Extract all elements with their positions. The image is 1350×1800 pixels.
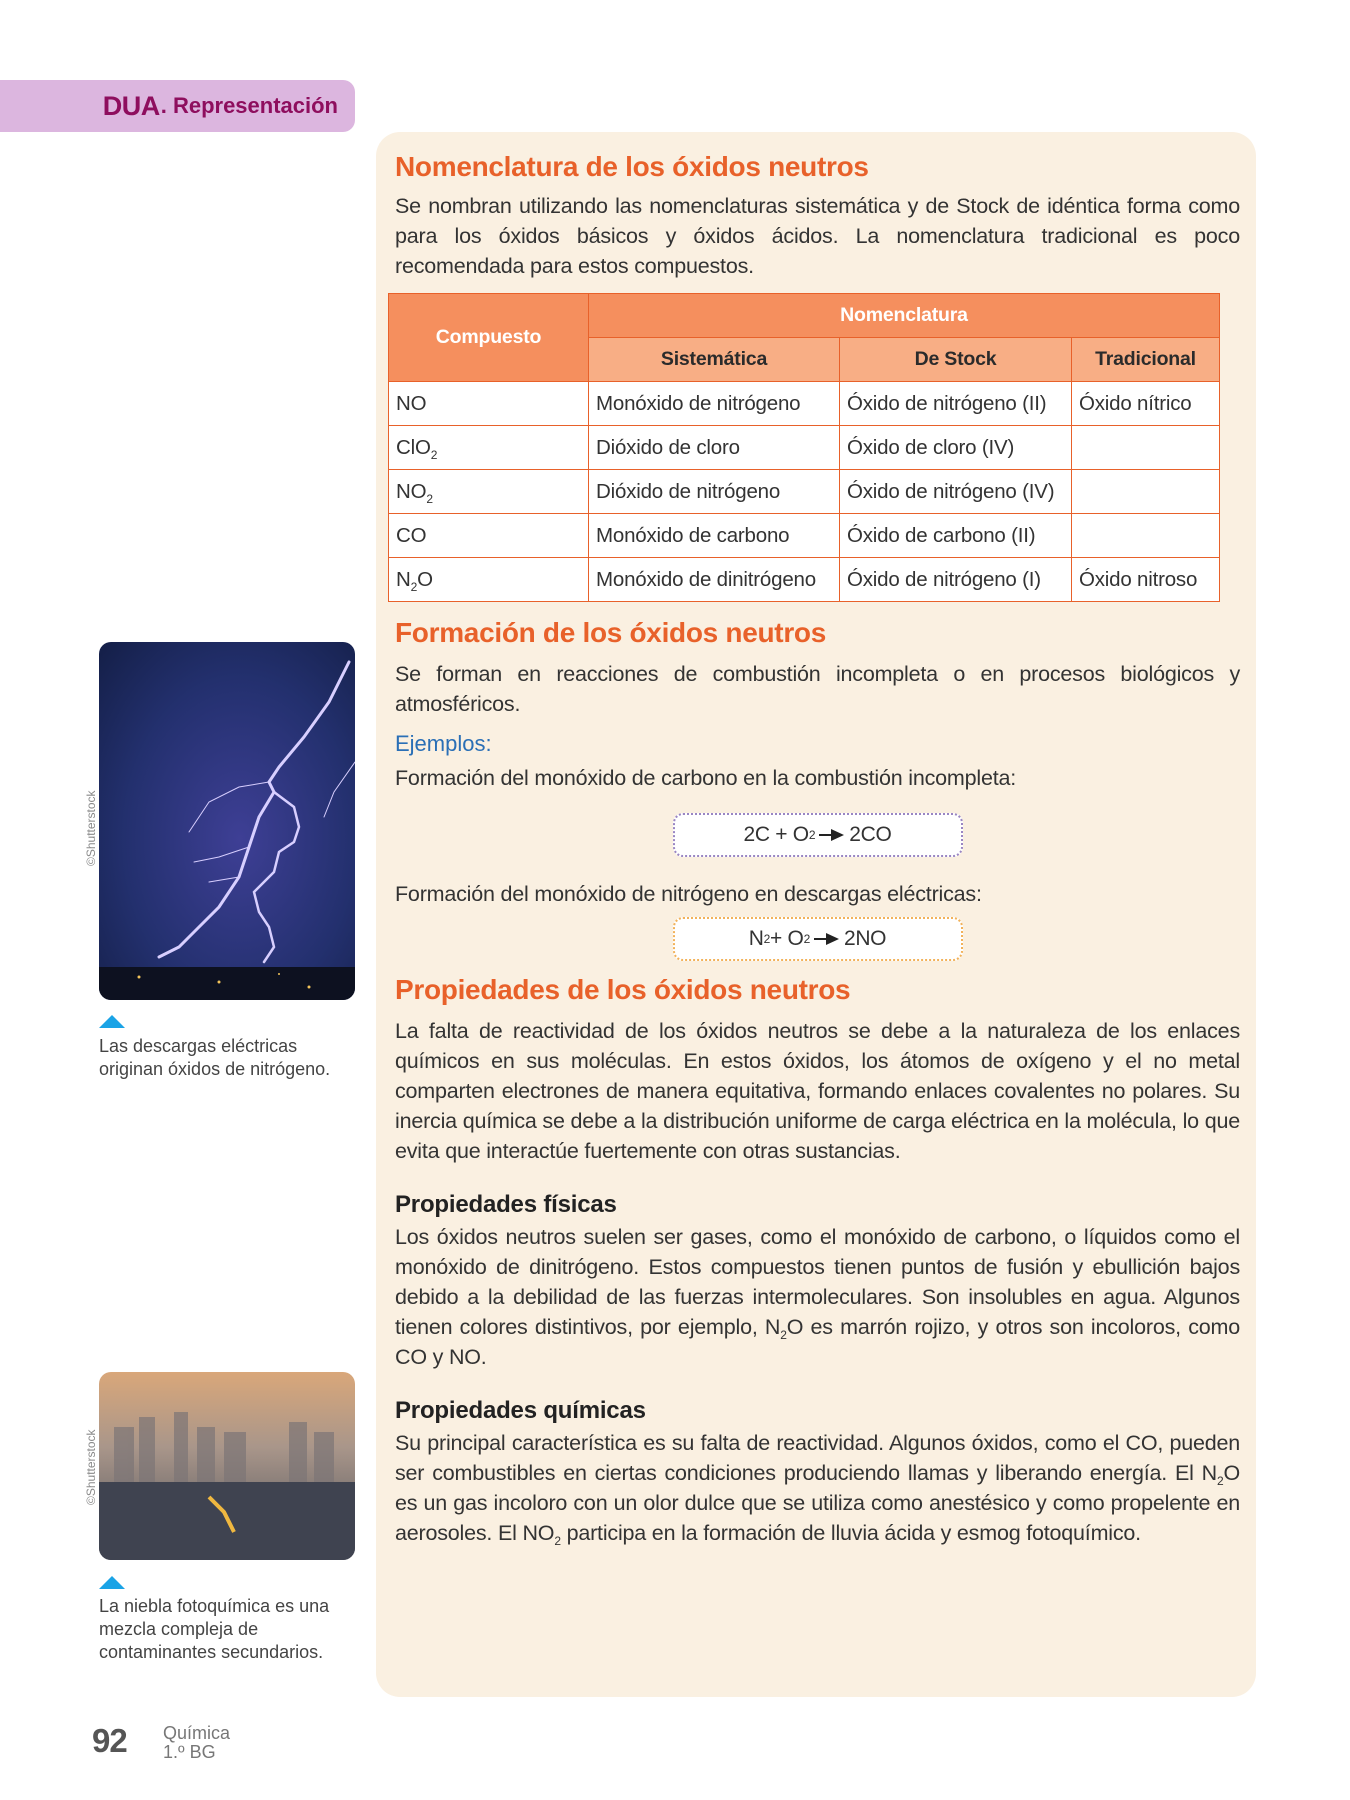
fisicas-sub: 2 <box>780 1328 787 1342</box>
formula-subscript: 2 <box>410 579 418 594</box>
cell-sistematica: Dióxido de nitrógeno <box>589 470 840 514</box>
page-number: 92 <box>92 1722 127 1759</box>
photo1-caption: Las descargas eléctricas originan óxidos de nitrógeno. <box>99 1036 331 1079</box>
nomenclatura-title: Nomenclatura de los óxidos neutros <box>395 151 869 182</box>
formula: N <box>396 567 411 591</box>
cell-stock: Óxido de nitrógeno (I) <box>840 558 1072 602</box>
formula: ClO <box>396 435 431 459</box>
quimicas-title: Propiedades químicas <box>395 1397 646 1424</box>
example2-text: Formación del monóxido de nitrógeno en descargas eléctricas: <box>395 882 982 906</box>
lightning-image-icon <box>99 642 355 1000</box>
fisicas-text-1: Los óxidos neutros suelen ser gases, como el monóxido de carbono, o líquidos como el monóxido de dinitrógeno. Estos compuestos tienen puntos de fusión y ebullición bajos debido a la debilidad de las fuerzas intermoleculares. Son insolubles en agua. Algunos tienen colores distintivos, por ejemplo, N <box>395 1225 1240 1339</box>
smog-city-image-icon <box>99 1372 355 1560</box>
formula: CO <box>396 523 427 547</box>
reaction-arrow-icon <box>814 933 840 945</box>
table-row <box>389 558 1220 602</box>
cell-tradicional <box>1072 470 1220 514</box>
reaction-arrow-icon <box>819 829 845 841</box>
table-row <box>389 514 1220 558</box>
cell-tradicional: Óxido nitroso <box>1072 558 1220 602</box>
quimicas-sub-1: 2 <box>1216 1474 1224 1488</box>
dua-label: DUA <box>102 90 160 121</box>
cell-stock: Óxido de nitrógeno (II) <box>840 382 1072 426</box>
formula-tail: O <box>417 567 433 591</box>
cell-tradicional <box>1072 426 1220 470</box>
cell-sistematica: Monóxido de carbono <box>589 514 840 558</box>
formula-subscript: 2 <box>426 491 433 506</box>
quimicas-text-3: participa en la formación de lluvia ácida y esmog fotoquímico. <box>560 1521 1141 1545</box>
th-tradicional: Tradicional <box>1072 338 1220 382</box>
photo2-caption: La niebla fotoquímica es una mezcla compleja de contaminantes secundarios. <box>99 1596 330 1662</box>
cell-sistematica: Monóxido de nitrógeno <box>589 382 840 426</box>
th-nomenclatura: Nomenclatura <box>589 294 1220 338</box>
formula-subscript: 2 <box>430 447 438 462</box>
propiedades-intro: La falta de reactividad de los óxidos neutros se debe a la naturaleza de los enlaces químicos en sus moléculas. En estos óxidos, los átomos de oxígeno y el no metal comparten electrones de manera equitativa, formando enlaces covalentes no polares. Su inercia química se debe a la distribución uniforme de carga eléctrica en la molécula, lo que evita que interactúe fuertemente con otras sustancias. <box>395 1019 1240 1163</box>
formacion-intro: Se forman en reacciones de combustión incompleta o en procesos biológicos y atmosféricos. <box>395 662 1240 716</box>
lightning-photo <box>99 642 355 1000</box>
caption-triangle-icon <box>99 1576 125 1589</box>
nomenclature-table-body <box>389 382 1220 602</box>
table-row <box>389 382 1220 426</box>
footer-subject <box>163 1724 230 1762</box>
cell-tradicional: Óxido nítrico <box>1072 382 1220 426</box>
eq2-n: N <box>748 927 764 950</box>
th-sistematica: Sistemática <box>589 338 840 382</box>
equation-box-co: 2C + O 2 2CO <box>673 813 963 857</box>
caption-triangle-icon <box>99 1015 125 1028</box>
eq1-reactants: 2C + O <box>743 823 809 846</box>
fisicas-title: Propiedades físicas <box>395 1191 617 1218</box>
dua-section-label: . Representación <box>160 93 338 118</box>
example1-text: Formación del monóxido de carbono en la combustión incompleta: <box>395 766 1017 790</box>
cell-stock: Óxido de carbono (II) <box>840 514 1072 558</box>
quimicas-text <box>395 1428 1240 1548</box>
cell-stock: Óxido de nitrógeno (IV) <box>840 470 1072 514</box>
cell-compuesto <box>389 558 589 602</box>
ejemplos-label: Ejemplos: <box>395 731 492 756</box>
cell-sistematica: Monóxido de dinitrógeno <box>589 558 840 602</box>
eq2-o: + O <box>770 927 804 950</box>
table-row <box>389 426 1220 470</box>
formula: NO <box>396 479 427 503</box>
nomenclature-table <box>388 293 1220 602</box>
cell-compuesto <box>389 426 589 470</box>
footer-subject-name: Química <box>163 1723 231 1743</box>
equation-box-no: N 2 + O 2 2NO <box>673 917 963 961</box>
photo2-credit: ©Shutterstock <box>84 1429 98 1505</box>
eq1-product: 2CO <box>849 823 892 846</box>
formula: NO <box>396 391 427 415</box>
cell-compuesto <box>389 514 589 558</box>
photo1-credit: ©Shutterstock <box>84 790 98 866</box>
nomenclatura-intro: Se nombran utilizando las nomenclaturas sistemática y de Stock de idéntica forma como para los óxidos básicos y óxidos ácidos. La nomenclatura tradicional es poco recomendada para estos compuestos. <box>395 194 1240 278</box>
quimicas-text-2: O es un gas incoloro con un olor dulce que se utiliza como anestésico y como propelente en aerosoles. El NO <box>395 1461 1240 1545</box>
eq2-product: 2NO <box>843 927 887 950</box>
main-content <box>395 150 1240 1548</box>
propiedades-title: Propiedades de los óxidos neutros <box>395 974 851 1005</box>
smog-city-photo <box>99 1372 355 1560</box>
quimicas-sub-2: 2 <box>554 1534 561 1548</box>
footer-grade: 1.º BG <box>163 1742 216 1762</box>
cell-compuesto <box>389 470 589 514</box>
formacion-title: Formación de los óxidos neutros <box>395 617 826 648</box>
cell-sistematica: Dióxido de cloro <box>589 426 840 470</box>
cell-stock: Óxido de cloro (IV) <box>840 426 1072 470</box>
table-row <box>389 470 1220 514</box>
quimicas-text-1: Su principal característica es su falta de reactividad. Algunos óxidos, como el CO, pueden ser combustibles en ciertas condiciones produciendo llamas y liberando energía. El N <box>395 1431 1240 1485</box>
th-compuesto: Compuesto <box>389 294 589 382</box>
fisicas-text <box>395 1222 1240 1372</box>
dua-header-band <box>0 80 355 132</box>
fisicas-text-2: O es marrón rojizo, y otros son incoloros, como CO y NO. <box>395 1315 1241 1369</box>
cell-tradicional <box>1072 514 1220 558</box>
th-stock: De Stock <box>840 338 1072 382</box>
cell-compuesto <box>389 382 589 426</box>
